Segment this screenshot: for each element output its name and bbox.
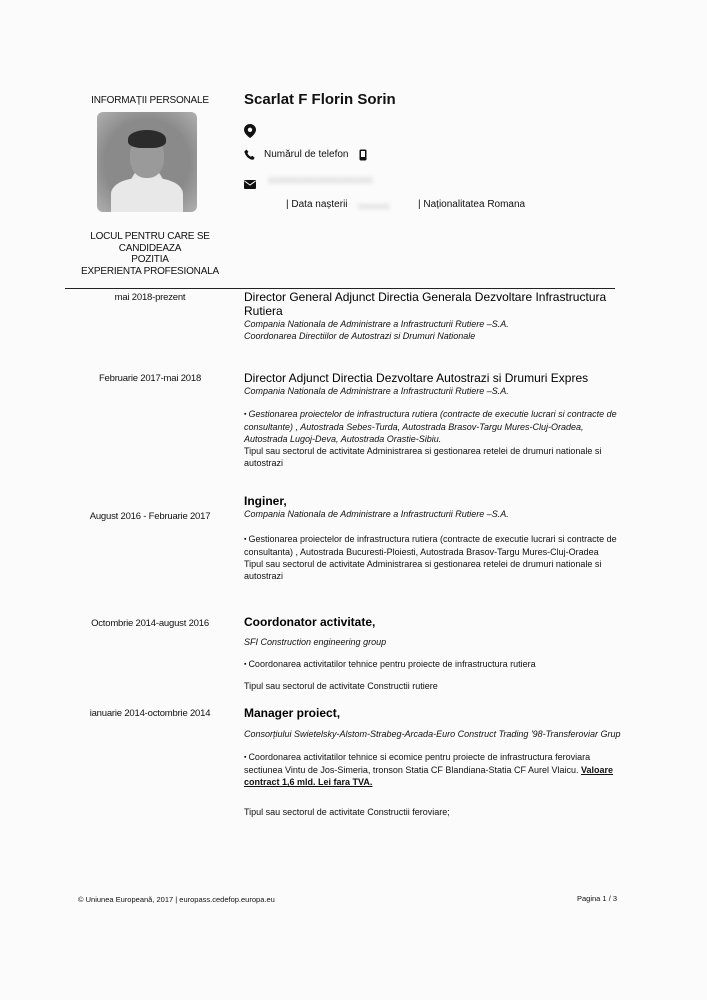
org-4: SFI Construction engineering group bbox=[244, 637, 387, 647]
bullet-3: ▪ Gestionarea proiectelor de infrastructura rutiera (contracte de executie lucrari si contracte de consultanta) , Autostrada Bucuresti-Ploiesti, Autostrada Brasov-Targu Mures-Cluj-Oradea bbox=[244, 533, 624, 558]
period-2: Februarie 2017-mai 2018 bbox=[98, 373, 202, 384]
nationality-row bbox=[418, 199, 525, 210]
bullet-2: ▪ Gestionarea proiectelor de infrastructura rutiera (contracte de executie lucrari si contracte de consultante) , Autostrada Sebes-Turda, Autostrada Brasov-Targu Mures-Cluj-Oradea, Autostrada Lugoj-Deva, Autostrada Orastie-Sibiu. bbox=[244, 408, 624, 445]
experience-1 bbox=[244, 290, 624, 342]
sector-4: Tipul sau sectorul de activitate Constructii rutiere bbox=[244, 681, 438, 691]
profile-photo bbox=[97, 112, 197, 212]
mobile-icon bbox=[359, 148, 367, 160]
job-title-2: Director Adjunct Directia Dezvoltare Autostrazi si Drumuri Expres bbox=[244, 371, 589, 385]
phone-label: Numărul de telefon bbox=[264, 149, 349, 160]
label-line-3: POZITIA bbox=[131, 254, 169, 265]
birth-date-label: | Data nașterii bbox=[286, 199, 348, 210]
section-label-personal-info: INFORMAȚII PERSONALE bbox=[91, 95, 209, 106]
bullet-5 bbox=[244, 751, 624, 788]
footer-copyright: © Uniunea Europeană, 2017 | europass.cedefop.europa.eu bbox=[78, 895, 275, 904]
bullet-5-text: Coordonarea activitatilor tehnice si ecomice pentru proiecte de infrastructura feroviara sectiunea Vintu de Jos-Simeria, tronson Statia CF Blandiana-Statia CF Aurel Vlaicu. bbox=[244, 752, 591, 775]
sector-5: Tipul sau sectorul de activitate Constructii feroviare; bbox=[244, 807, 450, 817]
period-3: August 2016 - Februarie 2017 bbox=[89, 511, 211, 522]
nationality-label: | Naționalitatea bbox=[418, 199, 485, 210]
label-line-1: LOCUL PENTRU CARE SE bbox=[90, 231, 210, 242]
footer-page-number: Pagina 1 / 3 bbox=[577, 894, 618, 903]
experience-5 bbox=[244, 706, 624, 818]
location-icon bbox=[244, 124, 256, 138]
org-2: Compania Nationala de Administrare a Infrastructurii Rutiere –S.A. bbox=[244, 386, 509, 396]
birth-date-redacted: xxxxxxx bbox=[358, 201, 390, 211]
candidate-name: Scarlat F Florin Sorin bbox=[244, 91, 396, 108]
experience-4 bbox=[244, 615, 624, 692]
job-title-1: Director General Adjunct Directia Generala Dezvoltare Infrastructura Rutiera bbox=[244, 290, 607, 318]
period-5: ianuarie 2014-octombrie 2014 bbox=[89, 708, 211, 719]
job-title-4: Coordonator activitate, bbox=[244, 615, 376, 629]
org-3: Compania Nationala de Administrare a Infrastructurii Rutiere –S.A. bbox=[244, 509, 509, 519]
position-labels bbox=[70, 231, 230, 277]
org-1: Compania Nationala de Administrare a Infrastructurii Rutiere –S.A. bbox=[244, 319, 509, 329]
org-5: Consorțiului Swietelsky-Alstom-Strabeg-Arcada-Euro Construct Trading '98-Transferoviar Grup bbox=[244, 729, 621, 739]
label-line-2: CANDIDEAZA bbox=[118, 242, 182, 254]
job-title-5: Manager proiect, bbox=[244, 706, 341, 720]
email-redacted: xxxxxxxxxxxxxxxxxxxxx bbox=[268, 175, 373, 186]
sector-2: Tipul sau sectorul de activitate Administrarea si gestionarea retelei de drumuri nationale si autostrazi bbox=[244, 446, 602, 468]
org-detail-1: Coordonarea Directiilor de Autostrazi si Drumuri Nationale bbox=[244, 331, 476, 341]
email-icon bbox=[244, 176, 256, 185]
section-divider bbox=[65, 288, 615, 289]
bullet-4: ▪ Coordonarea activitatilor tehnice pentru proiecte de infrastructura rutiera bbox=[244, 658, 624, 671]
phone-icon bbox=[244, 148, 256, 160]
period-4: Octombrie 2014-august 2016 bbox=[91, 618, 209, 629]
experience-3 bbox=[244, 494, 624, 582]
sector-3: Tipul sau sectorul de activitate Administrarea si gestionarea retelei de drumuri nationale si autostrazi bbox=[244, 559, 602, 581]
nationality-value: Romana bbox=[487, 199, 526, 210]
contract-value: Valoare contract 1,6 mld. Lei fara TVA. bbox=[244, 765, 614, 787]
job-title-3: Inginer, bbox=[244, 494, 287, 508]
label-line-4: EXPERIENTA PROFESIONALA bbox=[80, 265, 220, 277]
experience-2 bbox=[244, 371, 624, 469]
period-1: mai 2018-prezent bbox=[114, 292, 186, 303]
